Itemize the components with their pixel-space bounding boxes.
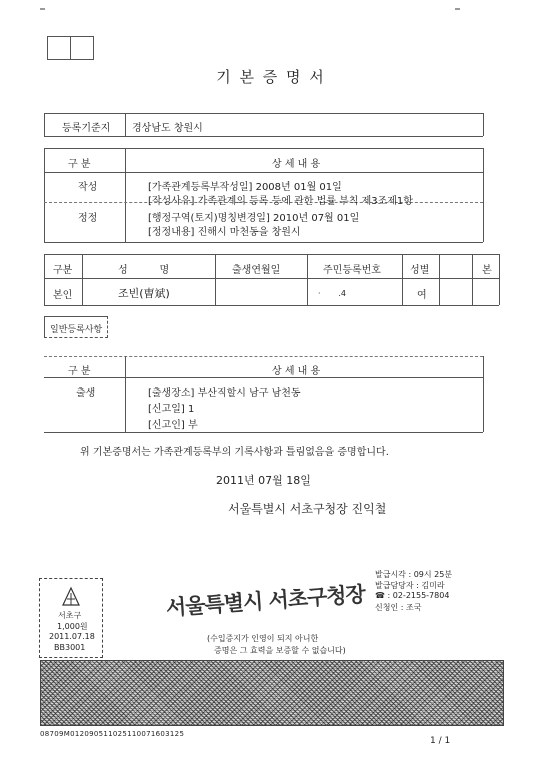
rule [483, 148, 484, 242]
rule [44, 356, 483, 357]
rule [402, 254, 403, 305]
rule [215, 254, 216, 305]
general-row-line: [신고일] 1 [148, 404, 195, 415]
rule [44, 242, 483, 243]
stamp-emblem-icon [60, 585, 82, 607]
rule [44, 377, 483, 378]
details-row-line: [정정내용] 진해시 마천동을 창원시 [148, 227, 301, 238]
rule [125, 356, 126, 432]
rule [499, 254, 500, 305]
person-header-name: 성 명 [118, 265, 170, 276]
scan-mark-left [40, 8, 45, 10]
rule [44, 148, 483, 149]
rule [44, 113, 483, 114]
rule [483, 113, 484, 136]
seal-note: 증명은 그 효력을 보증할 수 없습니다) [214, 646, 346, 655]
general-header-category: 구 분 [68, 366, 91, 377]
registration-base-label: 등록기준지 [62, 123, 111, 134]
details-row-category: 작성 [78, 182, 98, 193]
general-label: 일반등록사항 [50, 325, 103, 335]
rule [472, 254, 473, 305]
details-row-line: [행정구역(토지)명칭변경일] 2010년 07월 01일 [148, 213, 360, 224]
person-header-origin: 본 [482, 265, 492, 276]
general-row-line: [신고인] 부 [148, 420, 198, 431]
person-header-kind: 구분 [53, 265, 73, 276]
issue-info-line: 신청인 : 조국 [375, 603, 422, 612]
security-pattern [40, 660, 504, 726]
certification-text: 위 기본증명서는 가족관계등록부의 기록사항과 틀림없음을 증명합니다. [80, 447, 389, 458]
page-number: 1 / 1 [430, 736, 451, 746]
person-name: 조빈(曺斌) [118, 287, 170, 300]
person-header-rrn: 주민등록번호 [323, 265, 381, 276]
stamp-text: BB3001 [54, 643, 86, 652]
general-header-details: 상 세 내 용 [272, 366, 321, 377]
document-title: 기 본 증 명 서 [216, 68, 326, 86]
stamp-text: 2011.07.18 [49, 632, 95, 641]
rule [44, 172, 483, 173]
issue-info-line: 발급담당자 : 김미라 [375, 581, 445, 590]
person-header-birth: 출생연월일 [232, 265, 281, 276]
general-row-line: [출생장소] 부산직할시 남구 남천동 [148, 388, 301, 399]
person-header-sex: 성별 [410, 265, 430, 276]
serial-number: 08709M012090511025110071603125 [40, 730, 185, 738]
person-sex: 여 [417, 290, 427, 301]
rule [44, 254, 45, 305]
stamp-text: 서초구 [58, 611, 82, 620]
issuer-name: 서울특별시 서초구청장 진익철 [228, 502, 387, 516]
rule [44, 305, 499, 306]
details-row-category: 정정 [78, 213, 98, 224]
details-header-category: 구 분 [68, 159, 91, 170]
scan-mark-right [455, 8, 460, 10]
issue-info-line: 발급시각 : 09시 25분 [375, 570, 453, 579]
rule [44, 432, 483, 433]
details-row-line: [가족관계등록부작성일] 2008년 01월 01일 [148, 182, 342, 193]
corner-box-2 [70, 36, 94, 60]
rule [439, 254, 440, 305]
rule [44, 113, 45, 136]
corner-box-1 [47, 36, 71, 60]
person-rrn: · .4 [318, 289, 346, 298]
rule [44, 278, 499, 279]
rule [125, 113, 126, 136]
rule [483, 356, 484, 432]
seal-note: (수입증지가 인영이 되지 아니한 [207, 634, 319, 643]
details-row-line: [작성사유] 가족관계의 등록 등에 관한 법률 부칙 제3조제1항 [148, 196, 413, 207]
rule [82, 254, 83, 305]
rule [125, 148, 126, 242]
issue-info-line: ☎ : 02-2155-7804 [375, 591, 450, 600]
registration-base-value: 경상남도 창원시 [132, 123, 203, 134]
rule [44, 136, 483, 137]
rule [44, 254, 499, 255]
issuer-seal: 서울특별시 서초구청장 [165, 581, 366, 620]
rule [44, 148, 45, 242]
general-row-category: 출생 [76, 388, 96, 399]
person-kind: 본인 [53, 290, 73, 301]
issue-date: 2011년 07월 18일 [216, 474, 311, 487]
rule [307, 254, 308, 305]
stamp-text: 1,000원 [57, 622, 88, 631]
details-header-details: 상 세 내 용 [272, 159, 321, 170]
